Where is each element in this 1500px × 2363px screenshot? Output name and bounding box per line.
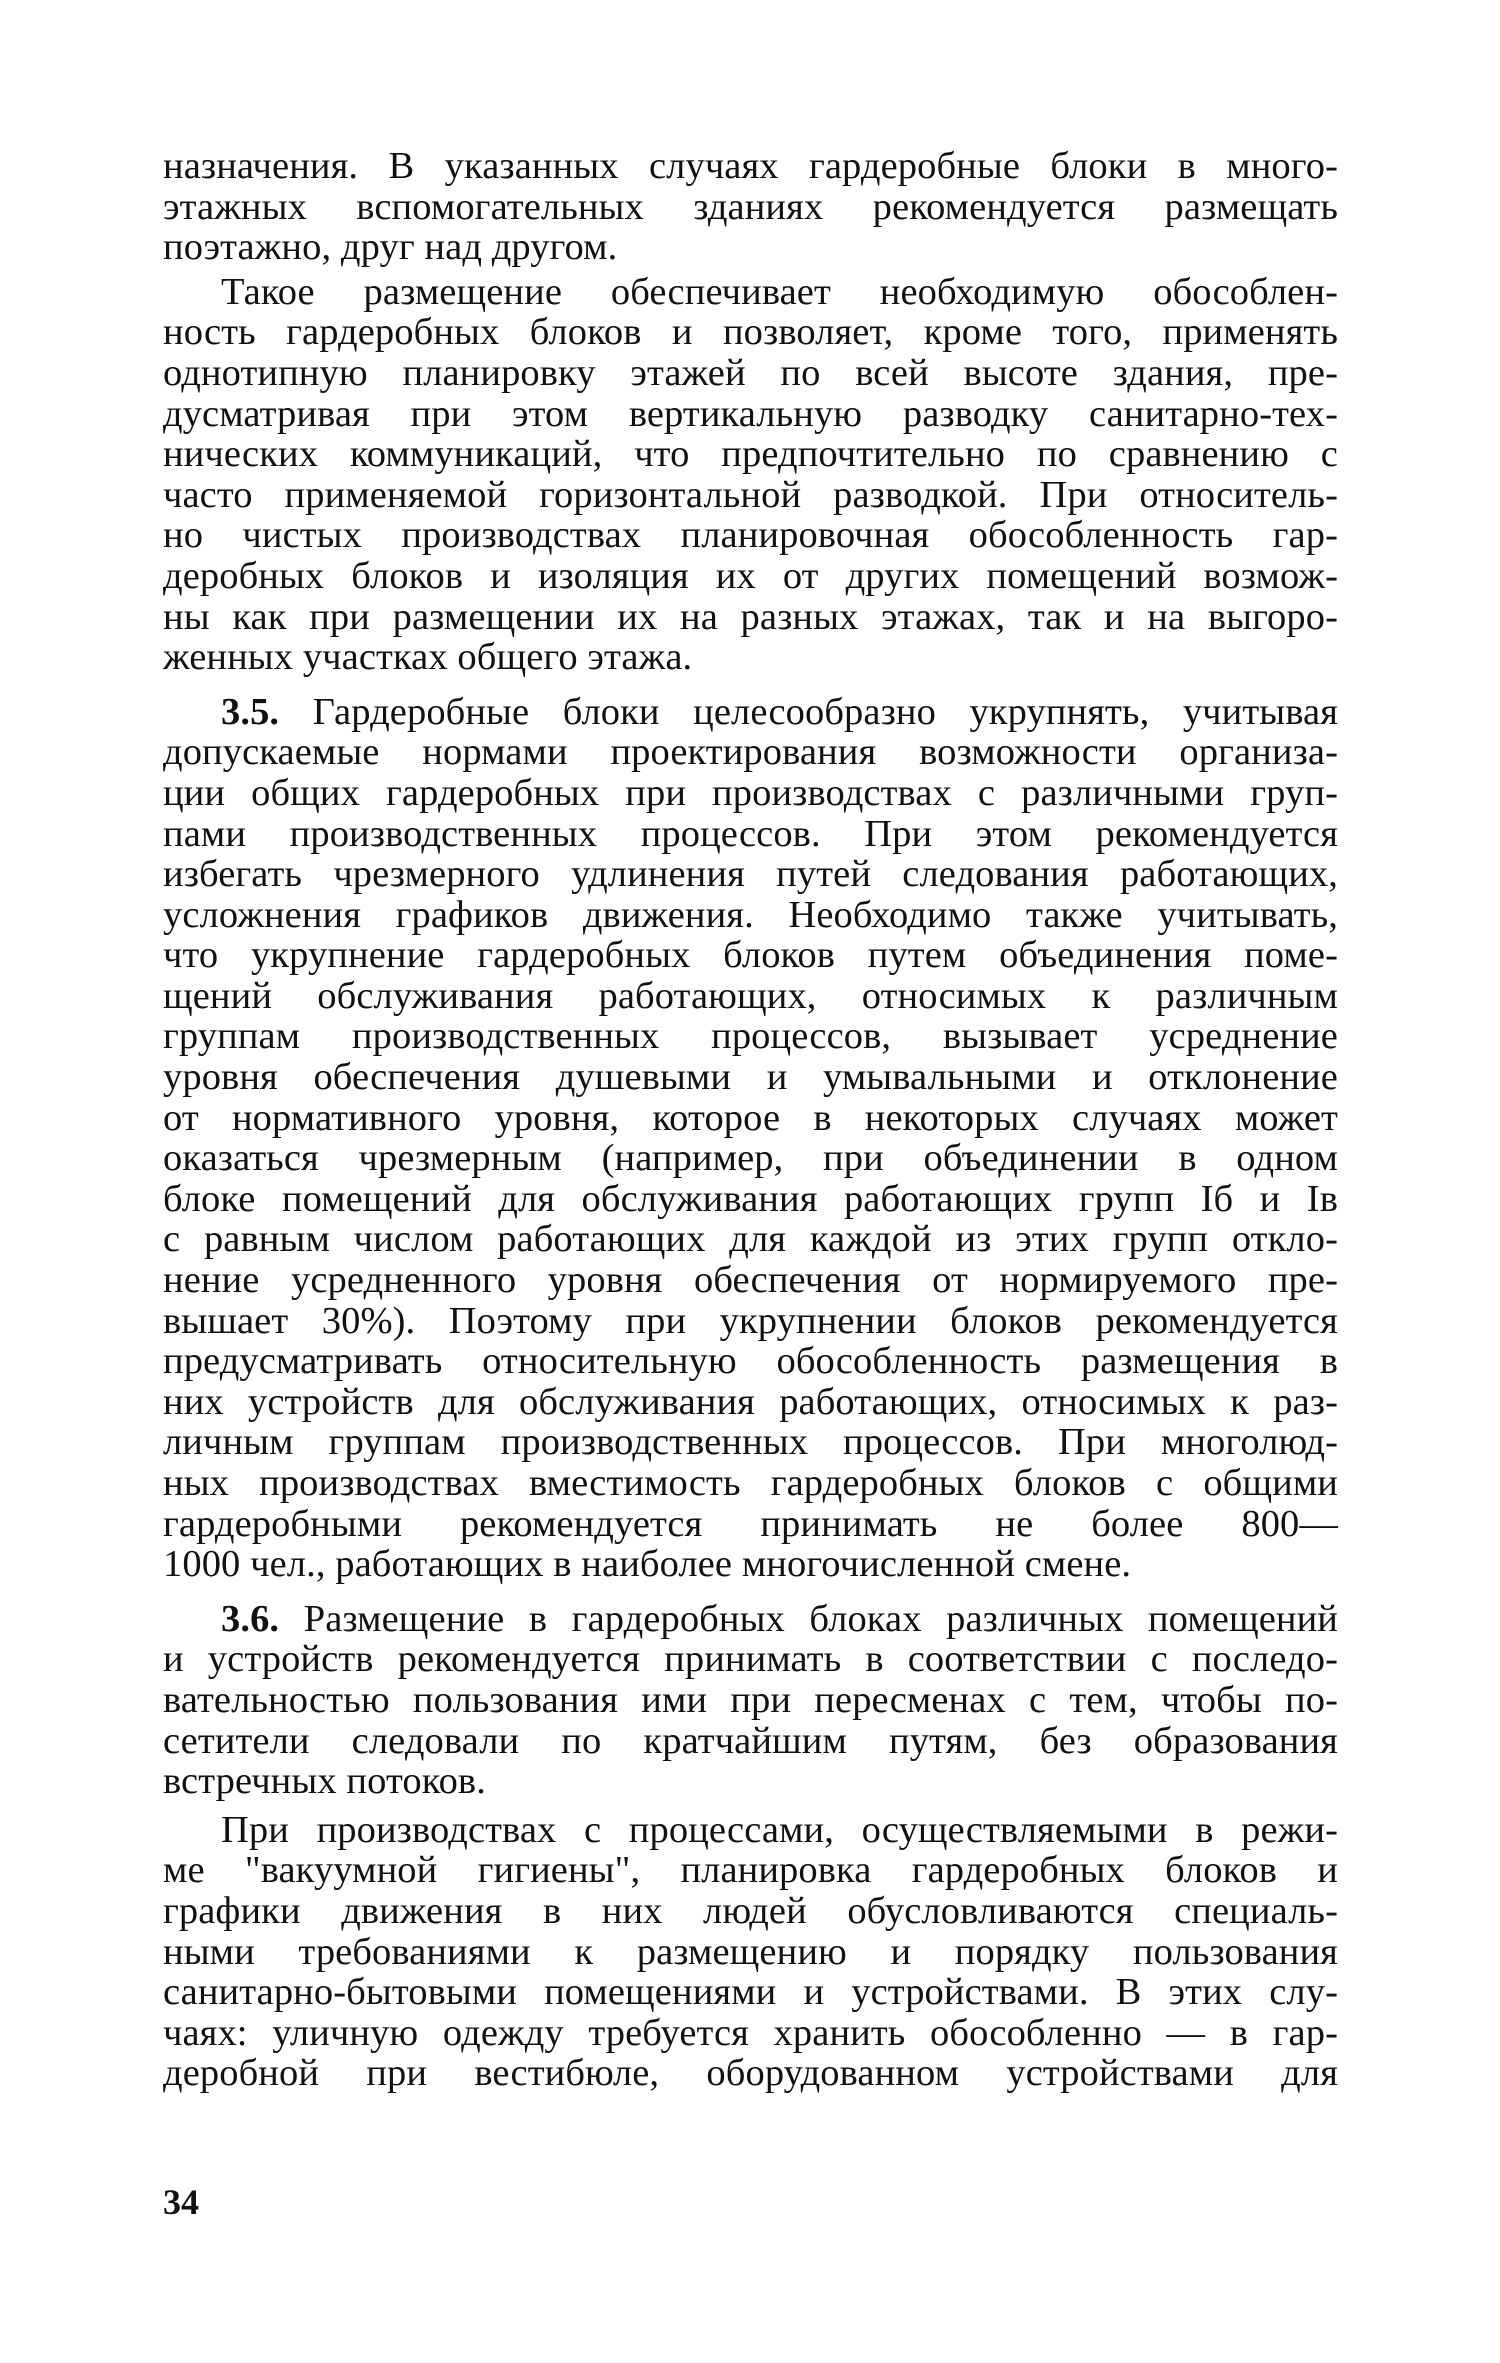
- text-line: группам производственных процессов, вызывает усреднение: [163, 1015, 1338, 1058]
- text-line: что укрупнение гардеробных блоков путем объединения поме-: [163, 934, 1338, 977]
- text-column: [163, 146, 1338, 2094]
- text-line: сетители следовали по кратчайшим путям, без образования: [163, 1719, 1338, 1762]
- text-line: щений обслуживания работающих, относимых к различным: [163, 974, 1338, 1017]
- text-line: личным группам производственных процессов. При многолюд-: [163, 1421, 1338, 1464]
- text-line: них устройств для обслуживания работающих, относимых к раз-: [163, 1380, 1338, 1423]
- text-line: ных производствах вместимость гардеробных блоков с общими: [163, 1462, 1338, 1504]
- text-line: и устройств рекомендуется принимать в соответствии с последо-: [163, 1638, 1338, 1681]
- text-line: санитарно-бытовыми помещениями и устройствами. В этих слу-: [163, 1971, 1338, 2014]
- section-number: 3.5.: [221, 690, 280, 733]
- text-line: При производствах с процессами, осуществляемыми в режи-: [221, 1808, 1338, 1851]
- text-line: 1000 чел., работающих в наиболее многочисленной смене.: [163, 1543, 1132, 1586]
- text-line: вательностью пользования ими при пересменах с тем, чтобы по-: [163, 1678, 1338, 1721]
- paragraph: [163, 272, 1338, 678]
- section-number: 3.6.: [221, 1597, 280, 1640]
- text-line: часто применяемой горизонтальной разводкой. При относитель-: [163, 473, 1338, 516]
- paragraph: [163, 1810, 1338, 2094]
- text-line: оказаться чрезмерным (например, при объединении в одном: [163, 1137, 1338, 1180]
- text-line: допускаемые нормами проектирования возможности организа-: [163, 731, 1338, 774]
- text-line: ны как при размещении их на разных этажах, так и на выгоро-: [163, 595, 1338, 638]
- text-line: женных участках общего этажа.: [163, 636, 693, 679]
- text-line: встречных потоков.: [163, 1760, 486, 1803]
- text-line: Такое размещение обеспечивает необходимую обособлен-: [221, 270, 1338, 313]
- text-line: чаях: уличную одежду требуется хранить обособленно — в гар-: [163, 2011, 1338, 2054]
- text-line: ными требованиями к размещению и порядку пользования: [163, 1930, 1338, 1973]
- text-line: этажных вспомогательных зданиях рекомендуется размещать: [163, 185, 1338, 228]
- text-line: ции общих гардеробных при производствах с различными груп-: [163, 771, 1338, 814]
- text-line: усложнения графиков движения. Необходимо также учитывать,: [163, 893, 1338, 936]
- text-line: дусматривая при этом вертикальную разводку санитарно-тех-: [163, 392, 1338, 435]
- text-line: нических коммуникаций, что предпочтительно по сравнению с: [163, 433, 1338, 476]
- text-line: деробной при вестибюле, оборудованном устройствами для: [163, 2052, 1338, 2095]
- text-line: от нормативного уровня, которое в некоторых случаях может: [163, 1096, 1338, 1139]
- text-line: блоке помещений для обслуживания работающих групп Iб и Iв: [163, 1177, 1338, 1220]
- text-line: но чистых производствах планировочная обособленность гар-: [163, 514, 1338, 557]
- page-number: 34: [163, 2182, 199, 2222]
- text-line: поэтажно, друг над другом.: [163, 226, 618, 269]
- text-line: однотипную планировку этажей по всей высоте здания, пре-: [163, 351, 1338, 394]
- section-3-6: [163, 1599, 1338, 1802]
- text-line: назначения. В указанных случаях гардеробные блоки в много-: [163, 145, 1338, 187]
- text-line: пами производственных процессов. При этом рекомендуется: [163, 812, 1338, 855]
- text-line: деробных блоков и изоляция их от других помещений возмож-: [163, 554, 1338, 597]
- text-line: уровня обеспечения душевыми и умывальными и отклонение: [163, 1056, 1338, 1099]
- text-line: с равным числом работающих для каждой из этих групп откло-: [163, 1218, 1338, 1261]
- text-line: 3.5. Гардеробные блоки целесообразно укрупнять, учитывая: [221, 690, 1338, 733]
- text-line: ность гардеробных блоков и позволяет, кроме того, применять: [163, 311, 1338, 354]
- paragraph-continuation: [163, 146, 1338, 268]
- text-line: предусматривать относительную обособленность размещения в: [163, 1340, 1338, 1383]
- text-line: ме "вакуумной гигиены", планировка гардеробных блоков и: [163, 1849, 1338, 1892]
- text-line: вышает 30%). Поэтому при укрупнении блоков рекомендуется: [163, 1299, 1338, 1342]
- section-3-5: [163, 692, 1338, 1585]
- text-line: избегать чрезмерного удлинения путей следования работающих,: [163, 853, 1338, 896]
- text-line: 3.6. Размещение в гардеробных блоках различных помещений: [221, 1597, 1338, 1640]
- text-line: графики движения в них людей обусловливаются специаль-: [163, 1889, 1338, 1932]
- text-line: нение усредненного уровня обеспечения от нормируемого пре-: [163, 1259, 1338, 1302]
- text-line: гардеробными рекомендуется принимать не более 800—: [163, 1502, 1338, 1545]
